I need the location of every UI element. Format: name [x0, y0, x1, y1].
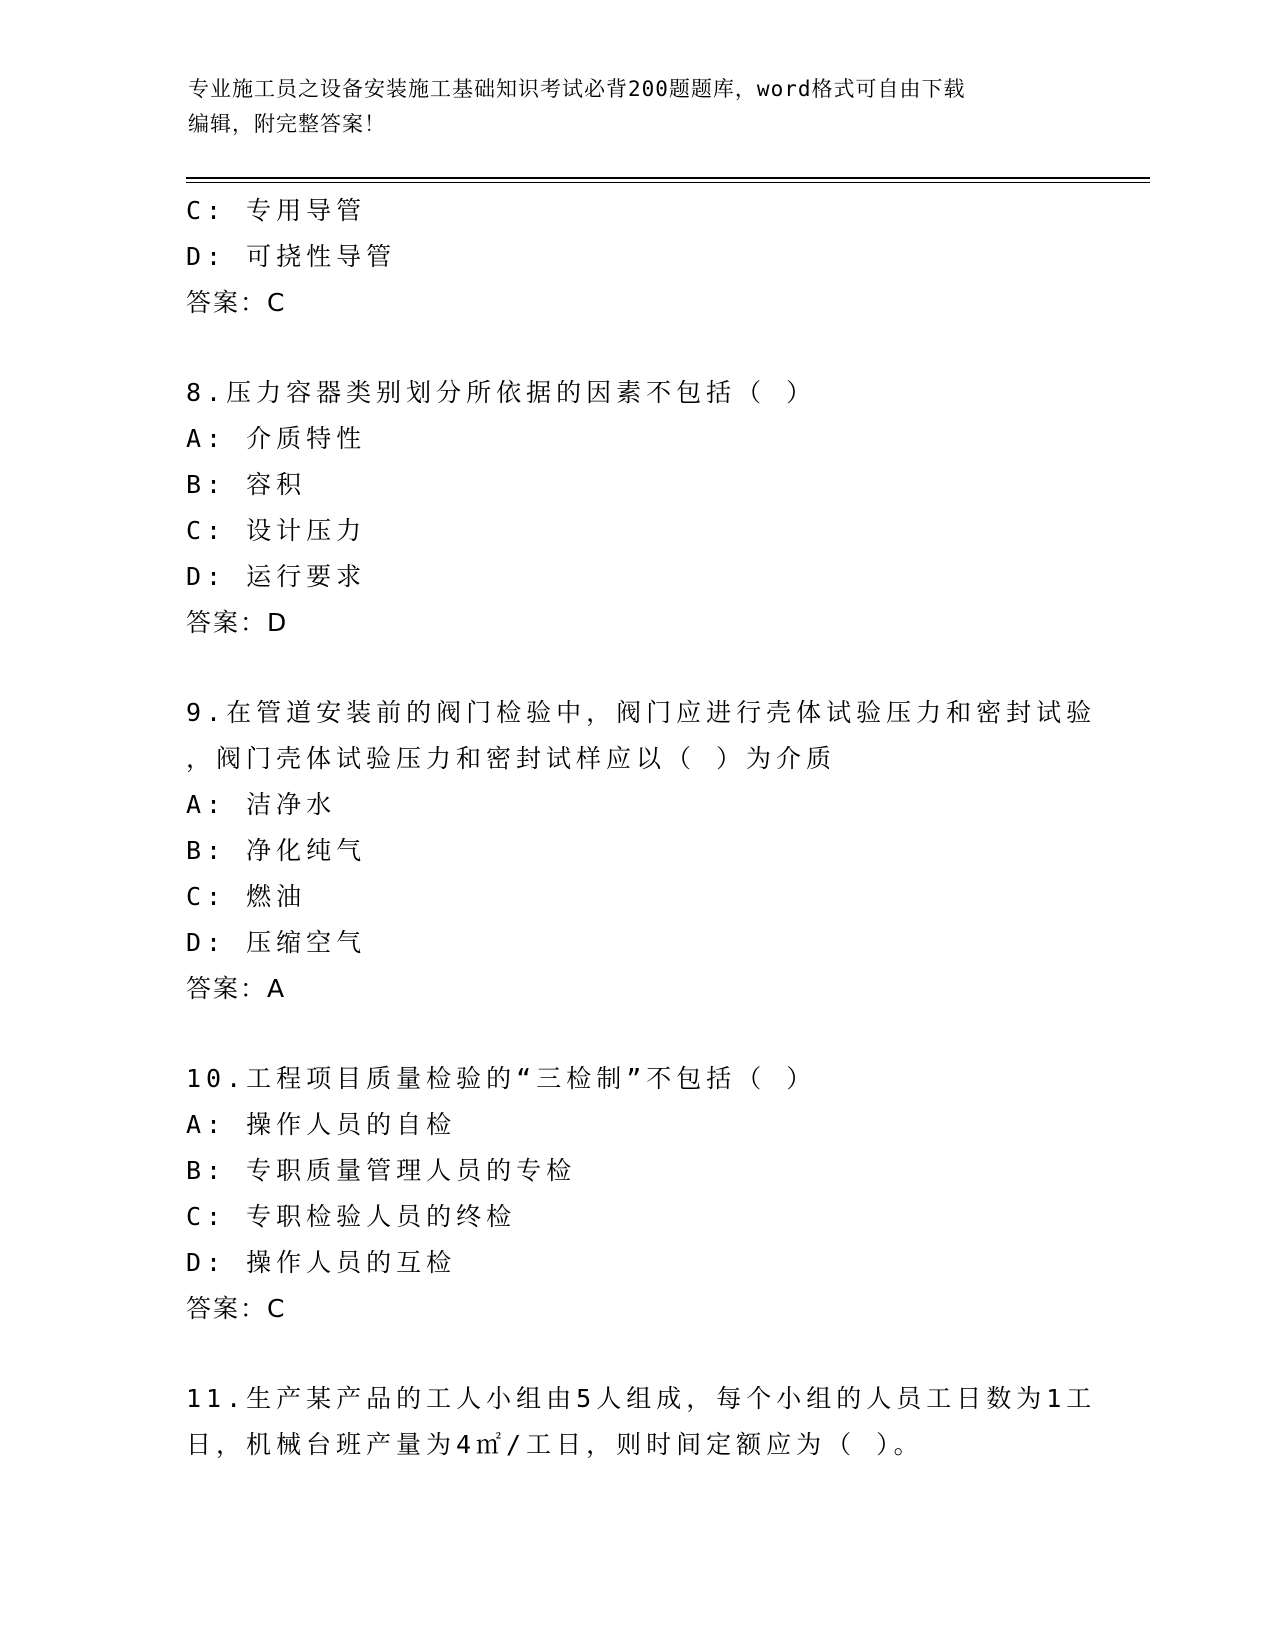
question-8 — [186, 370, 1086, 646]
header-line-1: 专业施工员之设备安装施工基础知识考试必背200题题库，word格式可自由下载 — [188, 77, 966, 101]
spacer — [186, 1332, 1086, 1376]
option-b: B: 专职质量管理人员的专检 — [186, 1156, 577, 1185]
option-c: C: 燃油 — [186, 882, 307, 911]
question-7-fragment — [186, 188, 1086, 326]
header-divider-thick — [186, 177, 1150, 179]
document-header — [188, 72, 1088, 142]
option-c: C: 专用导管 — [186, 196, 367, 225]
question-11 — [186, 1376, 1097, 1468]
answer: 答案：C — [186, 288, 287, 317]
option-c: C: 设计压力 — [186, 516, 367, 545]
spacer — [186, 1012, 1086, 1056]
option-a: A: 洁净水 — [186, 790, 337, 819]
question-stem: 11.生产某产品的工人小组由5人组成，每个小组的人员工日数为1工 — [186, 1384, 1097, 1413]
answer: 答案：D — [186, 608, 289, 637]
option-d: D: 可挠性导管 — [186, 242, 397, 271]
option-c: C: 专职检验人员的终检 — [186, 1202, 517, 1231]
question-stem-continued: 日，机械台班产量为4㎡/工日，则时间定额应为（ ）。 — [186, 1430, 924, 1459]
question-stem: 10.工程项目质量检验的“三检制”不包括（ ） — [186, 1064, 817, 1093]
header-line-2: 编辑，附完整答案！ — [188, 112, 386, 136]
question-stem-continued: ，阀门壳体试验压力和密封试样应以（ ）为介质 — [186, 744, 837, 773]
question-stem: 8.压力容器类别划分所依据的因素不包括（ ） — [186, 378, 817, 407]
spacer — [186, 646, 1086, 690]
question-10 — [186, 1056, 1086, 1332]
answer: 答案：C — [186, 1294, 287, 1323]
question-list — [186, 188, 1097, 1468]
spacer — [186, 326, 1086, 370]
option-b: B: 容积 — [186, 470, 307, 499]
answer: 答案：A — [186, 974, 287, 1003]
option-d: D: 运行要求 — [186, 562, 367, 591]
option-d: D: 操作人员的互检 — [186, 1248, 457, 1277]
question-stem: 9.在管道安装前的阀门检验中，阀门应进行壳体试验压力和密封试验 — [186, 698, 1097, 727]
question-9 — [186, 690, 1097, 1012]
option-a: A: 介质特性 — [186, 424, 367, 453]
option-a: A: 操作人员的自检 — [186, 1110, 457, 1139]
option-b: B: 净化纯气 — [186, 836, 367, 865]
header-divider-thin — [186, 182, 1150, 183]
option-d: D: 压缩空气 — [186, 928, 367, 957]
